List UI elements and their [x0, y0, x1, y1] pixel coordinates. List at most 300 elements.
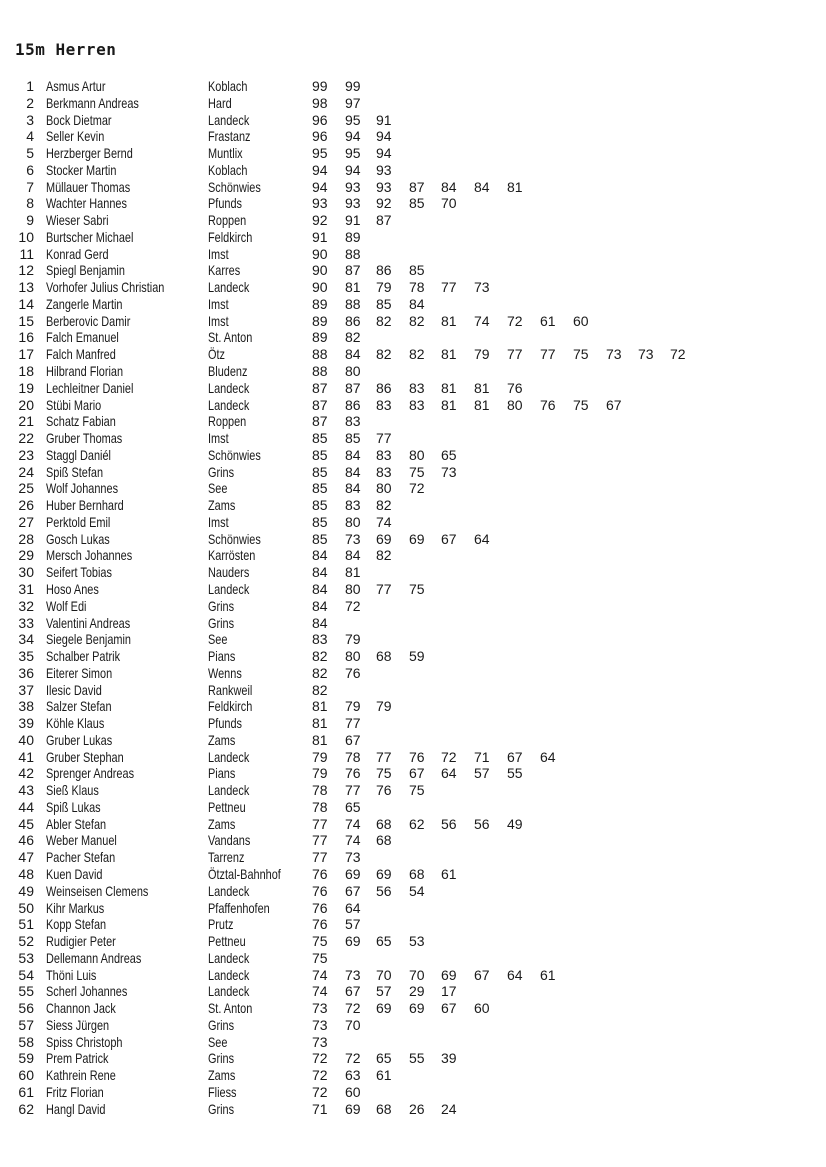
- club-name: Bludenz: [208, 363, 248, 380]
- result-row: [0, 547, 826, 564]
- score-value: 85: [345, 430, 361, 447]
- result-row: [0, 145, 826, 162]
- score-value: 94: [312, 178, 328, 195]
- score-value: 75: [573, 396, 589, 413]
- score-value: 69: [376, 1000, 392, 1017]
- score-value: 88: [312, 346, 328, 363]
- club-name: Imst: [208, 295, 229, 312]
- score-value: 54: [409, 882, 425, 899]
- result-row: [0, 765, 826, 782]
- score-value: 84: [345, 346, 361, 363]
- result-row: [0, 397, 826, 414]
- result-row: [0, 832, 826, 849]
- club-name: Grins: [208, 463, 235, 480]
- rank-number: 37: [18, 681, 34, 698]
- rank-number: 44: [18, 798, 34, 815]
- score-value: 92: [376, 195, 392, 212]
- athlete-name: Stocker Martin: [46, 161, 117, 178]
- club-name: Tarrenz: [208, 849, 245, 866]
- score-value: 69: [441, 966, 457, 983]
- result-row: [0, 682, 826, 699]
- club-name: Koblach: [208, 161, 248, 178]
- athlete-name: Fritz Florian: [46, 1083, 104, 1100]
- club-name: Grins: [208, 1050, 235, 1067]
- athlete-name: Hangl David: [46, 1100, 106, 1117]
- rank-number: 62: [18, 1100, 34, 1117]
- score-value: 99: [312, 78, 328, 94]
- score-value: 85: [312, 513, 328, 530]
- score-value: 83: [312, 631, 328, 648]
- athlete-name: Siegele Benjamin: [46, 631, 131, 648]
- score-value: 80: [376, 480, 392, 497]
- rank-number: 26: [18, 497, 34, 514]
- score-value: 73: [474, 279, 490, 296]
- club-name: Grins: [208, 614, 235, 631]
- score-value: 64: [474, 530, 490, 547]
- score-value: 39: [441, 1050, 457, 1067]
- athlete-name: Asmus Artur: [46, 78, 106, 94]
- score-value: 95: [345, 145, 361, 162]
- score-value: 75: [409, 463, 425, 480]
- result-row: [0, 195, 826, 212]
- athlete-name: Channon Jack: [46, 1000, 116, 1017]
- athlete-name: Sieß Klaus: [46, 782, 99, 799]
- score-value: 90: [312, 262, 328, 279]
- club-name: Nauders: [208, 564, 250, 581]
- rank-number: 58: [18, 1033, 34, 1050]
- score-value: 84: [474, 178, 490, 195]
- result-row: [0, 514, 826, 531]
- rank-number: 35: [18, 648, 34, 665]
- rank-number: 24: [18, 463, 34, 480]
- score-value: 74: [376, 513, 392, 530]
- score-value: 78: [312, 798, 328, 815]
- score-value: 74: [312, 983, 328, 1000]
- score-value: 62: [409, 815, 425, 832]
- rank-number: 16: [18, 329, 34, 346]
- rank-number: 41: [18, 748, 34, 765]
- score-value: 83: [409, 396, 425, 413]
- rank-number: 19: [18, 379, 34, 396]
- score-value: 73: [638, 346, 654, 363]
- score-value: 56: [474, 815, 490, 832]
- athlete-name: Ilesic David: [46, 681, 102, 698]
- score-value: 72: [312, 1050, 328, 1067]
- score-value: 78: [345, 748, 361, 765]
- score-value: 83: [376, 396, 392, 413]
- club-name: See: [208, 480, 228, 497]
- rank-number: 18: [18, 363, 34, 380]
- score-value: 76: [345, 664, 361, 681]
- athlete-name: Falch Manfred: [46, 346, 116, 363]
- score-value: 98: [312, 94, 328, 111]
- score-value: 56: [376, 882, 392, 899]
- athlete-name: Wachter Hannes: [46, 195, 127, 212]
- club-name: Wenns: [208, 664, 242, 681]
- rank-number: 49: [18, 882, 34, 899]
- club-name: Zams: [208, 497, 236, 514]
- club-name: Koblach: [208, 78, 248, 94]
- score-value: 85: [312, 446, 328, 463]
- rank-number: 12: [18, 262, 34, 279]
- page-title: 15m Herren: [15, 40, 117, 59]
- score-value: 81: [507, 178, 523, 195]
- athlete-name: Scherl Johannes: [46, 983, 128, 1000]
- score-value: 87: [345, 379, 361, 396]
- club-name: Imst: [208, 312, 229, 329]
- score-value: 61: [540, 966, 556, 983]
- result-row: [0, 279, 826, 296]
- score-value: 92: [312, 212, 328, 229]
- rank-number: 1: [26, 78, 34, 94]
- rank-number: 50: [18, 899, 34, 916]
- athlete-name: Bock Dietmar: [46, 111, 112, 128]
- athlete-name: Herzberger Bernd: [46, 145, 133, 162]
- score-value: 81: [345, 564, 361, 581]
- athlete-name: Vorhofer Julius Christian: [46, 279, 165, 296]
- result-row: [0, 916, 826, 933]
- rank-number: 5: [26, 145, 34, 162]
- result-row: [0, 799, 826, 816]
- score-value: 85: [409, 262, 425, 279]
- score-value: 73: [345, 966, 361, 983]
- score-value: 90: [312, 279, 328, 296]
- score-value: 80: [409, 446, 425, 463]
- club-name: Hard: [208, 94, 232, 111]
- rank-number: 55: [18, 983, 34, 1000]
- score-value: 79: [474, 346, 490, 363]
- score-value: 80: [507, 396, 523, 413]
- score-value: 67: [409, 765, 425, 782]
- score-value: 73: [312, 1016, 328, 1033]
- athlete-name: Gruber Stephan: [46, 748, 124, 765]
- score-value: 73: [606, 346, 622, 363]
- athlete-name: Pacher Stefan: [46, 849, 116, 866]
- score-value: 72: [312, 1067, 328, 1084]
- result-row: [0, 665, 826, 682]
- score-value: 83: [409, 379, 425, 396]
- score-value: 67: [345, 882, 361, 899]
- club-name: See: [208, 1033, 228, 1050]
- athlete-name: Staggl Daniél: [46, 446, 111, 463]
- score-value: 63: [345, 1067, 361, 1084]
- athlete-name: Wolf Johannes: [46, 480, 119, 497]
- score-value: 86: [376, 262, 392, 279]
- score-value: 67: [441, 1000, 457, 1017]
- athlete-name: Spiß Lukas: [46, 798, 101, 815]
- score-value: 69: [376, 530, 392, 547]
- club-name: Roppen: [208, 413, 247, 430]
- club-name: Feldkirch: [208, 698, 253, 715]
- score-value: 69: [345, 1100, 361, 1117]
- score-value: 61: [376, 1067, 392, 1084]
- score-value: 81: [312, 698, 328, 715]
- rank-number: 27: [18, 513, 34, 530]
- score-value: 65: [376, 1050, 392, 1067]
- score-value: 76: [345, 765, 361, 782]
- result-row: [0, 296, 826, 313]
- score-value: 85: [409, 195, 425, 212]
- score-value: 82: [376, 497, 392, 514]
- rank-number: 61: [18, 1083, 34, 1100]
- club-name: Landeck: [208, 983, 250, 1000]
- score-value: 87: [312, 413, 328, 430]
- score-value: 24: [441, 1100, 457, 1117]
- athlete-name: Kathrein Rene: [46, 1067, 116, 1084]
- score-value: 60: [345, 1083, 361, 1100]
- score-value: 69: [376, 865, 392, 882]
- club-name: Fliess: [208, 1083, 237, 1100]
- score-value: 61: [441, 865, 457, 882]
- score-value: 82: [312, 664, 328, 681]
- result-row: [0, 480, 826, 497]
- rank-number: 34: [18, 631, 34, 648]
- club-name: Zams: [208, 815, 236, 832]
- score-value: 70: [376, 966, 392, 983]
- result-row: [0, 1101, 826, 1118]
- score-value: 89: [312, 295, 328, 312]
- result-row: [0, 883, 826, 900]
- score-value: 72: [507, 312, 523, 329]
- club-name: Pfunds: [208, 715, 243, 732]
- score-value: 93: [376, 178, 392, 195]
- athlete-name: Prem Patrick: [46, 1050, 109, 1067]
- score-value: 73: [312, 1000, 328, 1017]
- score-value: 75: [573, 346, 589, 363]
- club-name: Pfunds: [208, 195, 243, 212]
- result-row: [0, 715, 826, 732]
- athlete-name: Köhle Klaus: [46, 715, 105, 732]
- score-value: 76: [312, 882, 328, 899]
- score-value: 91: [345, 212, 361, 229]
- athlete-name: Weber Manuel: [46, 832, 117, 849]
- score-value: 74: [345, 832, 361, 849]
- athlete-name: Gruber Lukas: [46, 731, 113, 748]
- rank-number: 14: [18, 295, 34, 312]
- result-row: [0, 162, 826, 179]
- score-value: 68: [376, 648, 392, 665]
- rank-number: 20: [18, 396, 34, 413]
- club-name: Pians: [208, 648, 236, 665]
- score-value: 64: [441, 765, 457, 782]
- score-value: 69: [345, 865, 361, 882]
- score-value: 77: [312, 815, 328, 832]
- score-value: 86: [345, 396, 361, 413]
- score-value: 75: [312, 949, 328, 966]
- club-name: Grins: [208, 1016, 235, 1033]
- score-value: 75: [409, 782, 425, 799]
- club-name: Feldkirch: [208, 228, 253, 245]
- result-row: [0, 983, 826, 1000]
- athlete-name: Kopp Stefan: [46, 916, 107, 933]
- score-value: 64: [507, 966, 523, 983]
- score-value: 82: [376, 547, 392, 564]
- score-value: 69: [409, 1000, 425, 1017]
- result-row: [0, 1084, 826, 1101]
- athlete-name: Siess Jürgen: [46, 1016, 110, 1033]
- rank-number: 33: [18, 614, 34, 631]
- athlete-name: Salzer Stefan: [46, 698, 112, 715]
- score-value: 87: [312, 396, 328, 413]
- score-value: 29: [409, 983, 425, 1000]
- club-name: Zams: [208, 731, 236, 748]
- score-value: 71: [312, 1100, 328, 1117]
- score-value: 89: [345, 228, 361, 245]
- score-value: 64: [345, 899, 361, 916]
- score-value: 83: [376, 446, 392, 463]
- score-value: 74: [312, 966, 328, 983]
- rank-number: 59: [18, 1050, 34, 1067]
- score-value: 94: [345, 161, 361, 178]
- rank-number: 54: [18, 966, 34, 983]
- rank-number: 25: [18, 480, 34, 497]
- score-value: 75: [376, 765, 392, 782]
- club-name: Grins: [208, 597, 235, 614]
- score-value: 65: [345, 798, 361, 815]
- score-value: 74: [474, 312, 490, 329]
- score-value: 94: [376, 128, 392, 145]
- athlete-name: Weinseisen Clemens: [46, 882, 149, 899]
- rank-number: 51: [18, 916, 34, 933]
- score-value: 84: [345, 480, 361, 497]
- score-value: 77: [345, 715, 361, 732]
- athlete-name: Valentini Andreas: [46, 614, 131, 631]
- score-value: 76: [507, 379, 523, 396]
- score-value: 79: [376, 279, 392, 296]
- athlete-name: Kuen David: [46, 865, 103, 882]
- score-value: 79: [376, 698, 392, 715]
- rank-number: 15: [18, 312, 34, 329]
- score-value: 78: [312, 782, 328, 799]
- score-value: 79: [345, 631, 361, 648]
- score-value: 81: [441, 379, 457, 396]
- athlete-name: Lechleitner Daniel: [46, 379, 134, 396]
- score-value: 53: [409, 933, 425, 950]
- score-value: 81: [345, 279, 361, 296]
- score-value: 74: [345, 815, 361, 832]
- score-value: 69: [409, 530, 425, 547]
- score-value: 84: [312, 564, 328, 581]
- score-value: 88: [345, 295, 361, 312]
- score-value: 67: [441, 530, 457, 547]
- score-value: 60: [573, 312, 589, 329]
- result-row: [0, 631, 826, 648]
- rank-number: 52: [18, 933, 34, 950]
- score-value: 87: [312, 379, 328, 396]
- score-value: 67: [474, 966, 490, 983]
- score-value: 55: [507, 765, 523, 782]
- score-value: 84: [409, 295, 425, 312]
- athlete-name: Burtscher Michael: [46, 228, 134, 245]
- score-value: 81: [441, 396, 457, 413]
- athlete-name: Gruber Thomas: [46, 430, 123, 447]
- athlete-name: Rudigier Peter: [46, 933, 116, 950]
- athlete-name: Hilbrand Florian: [46, 363, 124, 380]
- score-value: 73: [441, 463, 457, 480]
- score-value: 85: [312, 480, 328, 497]
- result-row: [0, 849, 826, 866]
- score-value: 73: [345, 530, 361, 547]
- score-value: 68: [376, 815, 392, 832]
- score-value: 72: [312, 1083, 328, 1100]
- club-name: Imst: [208, 245, 229, 262]
- score-value: 84: [312, 580, 328, 597]
- club-name: Imst: [208, 430, 229, 447]
- score-value: 49: [507, 815, 523, 832]
- athlete-name: Spiegl Benjamin: [46, 262, 125, 279]
- score-value: 85: [376, 295, 392, 312]
- club-name: See: [208, 631, 228, 648]
- score-value: 82: [376, 346, 392, 363]
- result-row: [0, 1067, 826, 1084]
- club-name: Schönwies: [208, 178, 261, 195]
- score-value: 91: [376, 111, 392, 128]
- score-value: 82: [376, 312, 392, 329]
- club-name: Grins: [208, 1100, 235, 1117]
- score-value: 72: [345, 597, 361, 614]
- score-value: 85: [312, 430, 328, 447]
- result-row: [0, 732, 826, 749]
- club-name: Landeck: [208, 949, 250, 966]
- athlete-name: Müllauer Thomas: [46, 178, 131, 195]
- athlete-name: Seifert Tobias: [46, 564, 112, 581]
- club-name: St. Anton: [208, 329, 253, 346]
- score-value: 81: [474, 396, 490, 413]
- score-value: 76: [409, 748, 425, 765]
- result-row: [0, 933, 826, 950]
- result-row: [0, 1050, 826, 1067]
- rank-number: 4: [26, 128, 34, 145]
- rank-number: 28: [18, 530, 34, 547]
- score-value: 67: [345, 731, 361, 748]
- score-value: 68: [376, 832, 392, 849]
- result-row: [0, 112, 826, 129]
- rank-number: 23: [18, 446, 34, 463]
- score-value: 79: [312, 765, 328, 782]
- score-value: 84: [312, 547, 328, 564]
- athlete-name: Wolf Edi: [46, 597, 87, 614]
- score-value: 83: [345, 497, 361, 514]
- athlete-name: Stübi Mario: [46, 396, 102, 413]
- rank-number: 57: [18, 1016, 34, 1033]
- rank-number: 17: [18, 346, 34, 363]
- club-name: Muntlix: [208, 145, 243, 162]
- club-name: Landeck: [208, 966, 250, 983]
- score-value: 57: [376, 983, 392, 1000]
- score-value: 59: [409, 648, 425, 665]
- score-value: 65: [376, 933, 392, 950]
- club-name: Karrösten: [208, 547, 256, 564]
- athlete-name: Perktold Emil: [46, 513, 111, 530]
- result-row: [0, 698, 826, 715]
- score-value: 78: [409, 279, 425, 296]
- score-value: 86: [376, 379, 392, 396]
- score-value: 72: [441, 748, 457, 765]
- rank-number: 8: [26, 195, 34, 212]
- score-value: 56: [441, 815, 457, 832]
- athlete-name: Schatz Fabian: [46, 413, 116, 430]
- club-name: Vandans: [208, 832, 251, 849]
- rank-number: 30: [18, 564, 34, 581]
- score-value: 82: [312, 681, 328, 698]
- result-row: [0, 413, 826, 430]
- club-name: Landeck: [208, 111, 250, 128]
- score-value: 84: [312, 597, 328, 614]
- results-list: [0, 78, 826, 1117]
- score-value: 88: [312, 363, 328, 380]
- score-value: 75: [409, 580, 425, 597]
- score-value: 84: [345, 547, 361, 564]
